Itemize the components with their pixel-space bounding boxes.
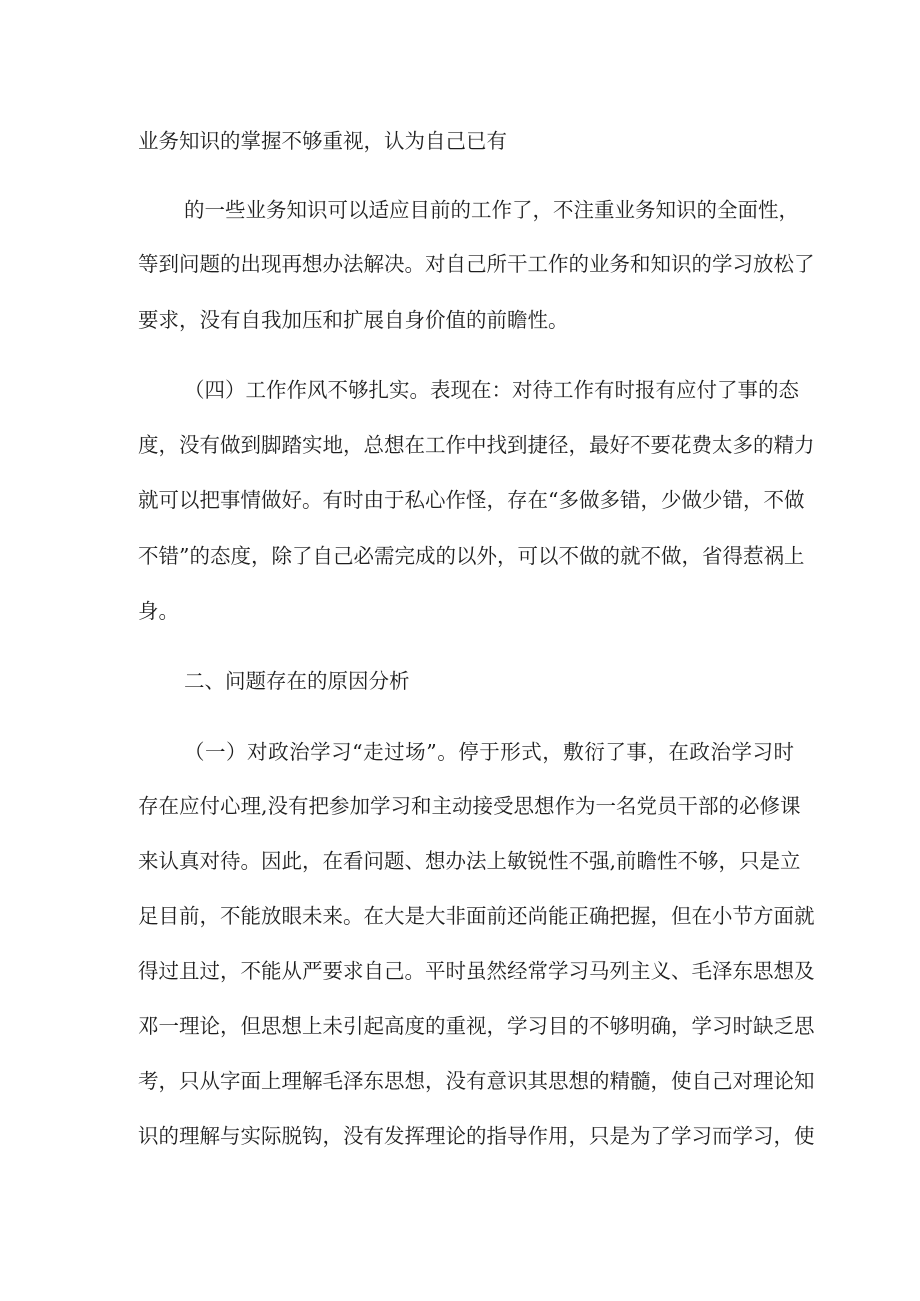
text-line: 身。	[138, 599, 179, 623]
text-line: （四）工作作风不够扎实。表现在：对待工作有时报有应付了事的态	[184, 378, 799, 402]
text-line: 就可以把事情做好。有时由于私心作怪，存在“多做多错，少做少错，不做	[138, 488, 805, 512]
text-line: 考，只从字面上理解毛泽东思想，没有意识其思想的精髓，使自己对理论知	[138, 1069, 815, 1093]
text-line: 不错”的态度，除了自己必需完成的以外，可以不做的就不做，省得惹祸上	[138, 544, 805, 568]
text-line: 等到问题的出现再想办法解决。对自己所干工作的业务和知识的学习放松了	[138, 252, 815, 276]
section-heading: 二、问题存在的原因分析	[184, 669, 410, 693]
text-line: 识的理解与实际脱钩，没有发挥理论的指导作用，只是为了学习而学习，使	[138, 1124, 815, 1148]
text-line: 足目前，不能放眼未来。在大是大非面前还尚能正确把握，但在小节方面就	[138, 904, 815, 928]
text-line: 存在应付心理,没有把参加学习和主动接受思想作为一名党员干部的必修课	[138, 794, 801, 818]
text-line: 业务知识的掌握不够重视，认为自己已有	[138, 129, 507, 153]
text-line: 来认真对待。因此，在看问题、想办法上敏锐性不强,前瞻性不够，只是立	[138, 849, 801, 873]
text-line: 度，没有做到脚踏实地，总想在工作中找到捷径，最好不要花费太多的精力	[138, 433, 815, 457]
text-line: 得过且过，不能从严要求自己。平时虽然经常学习马列主义、毛泽东思想及	[138, 959, 815, 983]
text-line: 的一些业务知识可以适应目前的工作了，不注重业务知识的全面性，	[184, 198, 799, 222]
text-line: （一）对政治学习“走过场”。停于形式，敷衍了事，在政治学习时	[184, 740, 794, 764]
text-line: 要求，没有自我加压和扩展自身价值的前瞻性。	[138, 308, 569, 332]
text-line: 邓一理论，但思想上未引起高度的重视，学习目的不够明确，学习时缺乏思	[138, 1014, 815, 1038]
